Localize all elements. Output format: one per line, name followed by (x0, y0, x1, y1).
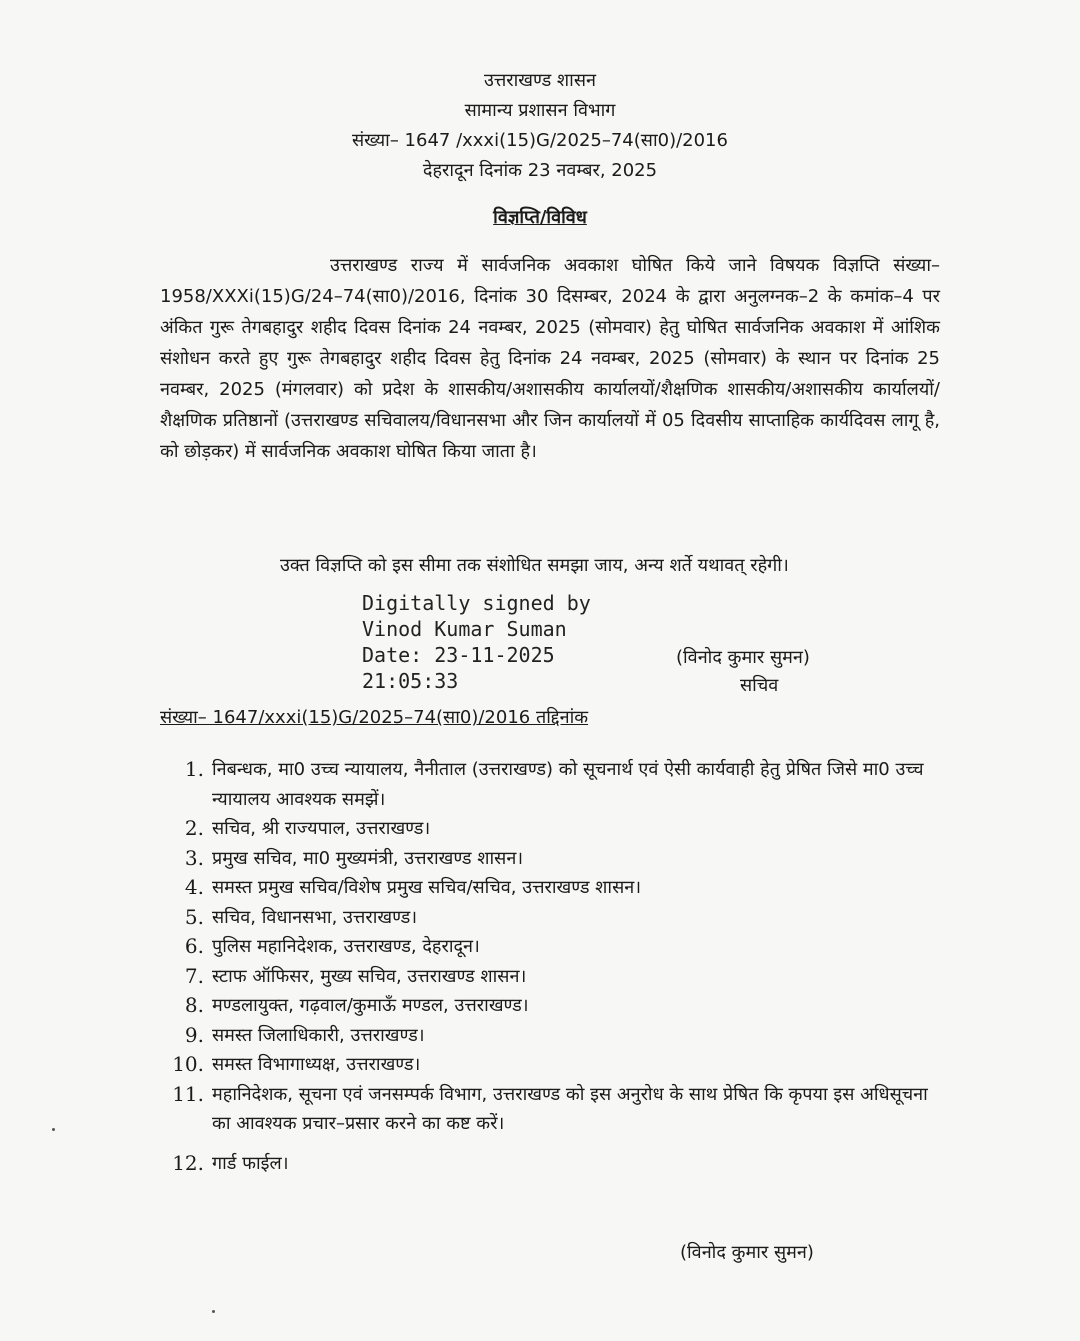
list-item-text: प्रमुख सचिव, मा0 मुख्यमंत्री, उत्तराखण्ड शासन। (212, 847, 524, 869)
scan-speck (212, 1310, 215, 1313)
digital-signature-line-2: Vinod Kumar Suman (362, 617, 567, 641)
digital-signature-line-4: 21:05:33 (362, 669, 459, 693)
list-item-text: स्टाफ ऑफिसर, मुख्य सचिव, उत्तराखण्ड शासन। (212, 965, 527, 987)
scan-speck (52, 1128, 55, 1131)
list-item (160, 903, 940, 933)
body-paragraph-2: उक्त विज्ञप्ति को इस सीमा तक संशोधित समझा जाय, अन्य शर्ते यथावत् रहेगी। (280, 555, 789, 576)
list-item (160, 755, 940, 814)
list-item-number: 5. (184, 904, 204, 929)
signatory-name: (विनोद कुमार सुमन) (676, 647, 810, 668)
list-item (160, 1080, 940, 1139)
list-item-text: गार्ड फाईल। (212, 1152, 289, 1174)
list-item-number: 4. (184, 875, 204, 899)
list-item-number: 1. (184, 757, 204, 781)
list-item (160, 814, 940, 844)
list-item-text: सचिव, विधानसभा, उत्तराखण्ड। (212, 906, 418, 928)
list-item-number: 12. (172, 1150, 204, 1175)
list-item-text: समस्त प्रमुख सचिव/विशेष प्रमुख सचिव/सचिव, उत्तराखण्ड शासन। (212, 877, 642, 898)
list-item-number: 3. (184, 845, 204, 870)
list-item (160, 1050, 940, 1080)
list-item-number: 8. (184, 993, 204, 1017)
list-item (160, 932, 940, 962)
reference-number: संख्या– 1647 /xxxi(15)G/2025–74(सा0)/2016 (352, 130, 728, 151)
list-item (160, 873, 940, 903)
list-item-text: पुलिस महानिदेशक, उत्तराखण्ड, देहरादून। (212, 936, 480, 957)
list-item-number: 2. (184, 816, 204, 840)
closing-signatory-name: (विनोद कुमार सुमन) (680, 1242, 814, 1263)
list-item (160, 962, 940, 992)
list-item-text: सचिव, श्री राज्यपाल, उत्तराखण्ड। (212, 818, 431, 839)
list-item (160, 991, 940, 1021)
list-item-text: समस्त विभागाध्यक्ष, उत्तराखण्ड। (212, 1054, 421, 1075)
government-name: उत्तराखण्ड शासन (483, 70, 596, 91)
digital-signature-block (362, 590, 591, 694)
list-item (160, 1021, 940, 1051)
document-title-wrap (0, 205, 1080, 229)
list-item-number: 7. (184, 963, 204, 988)
list-item-number: 6. (184, 934, 204, 958)
copy-reference-number: संख्या– 1647/xxxi(15)G/2025–74(सा0)/2016 तद्दिनांक (160, 707, 589, 728)
document-title: विज्ञप्ति/विविध (493, 207, 587, 228)
list-item-text: मण्डलायुक्त, गढ़वाल/कुमाऊँ मण्डल, उत्तराखण्ड। (212, 995, 529, 1016)
list-item (160, 1149, 940, 1179)
department-name: सामान्य प्रशासन विभाग (464, 100, 616, 121)
list-item-number: 11. (172, 1081, 204, 1106)
list-item (160, 844, 940, 874)
list-item-number: 10. (172, 1052, 204, 1076)
body-paragraph-1: उत्तराखण्ड राज्य में सार्वजनिक अवकाश घोषित किये जाने विषयक विज्ञप्ति संख्या–1958/XXXi(15)G/24–74(सा0)/2016, दिनांक 30 दिसम्बर, 2024 के द्वारा अनुलग्नक–2 के कमांक–4 पर अंकित गुरू तेगबहादुर शहीद दिवस दिनांक 24 नवम्बर, 2025 (सोमवार) हेतु घोषित सार्वजनिक अवकाश में आंशिक संशोधन करते हुए गुरू तेगबहादुर शहीद दिवस हेतु दिनांक 24 नवम्बर, 2025 (सोमवार) के स्थान पर दिनांक 25 नवम्बर, 2025 (मंगलवार) को प्रदेश के शासकीय/अशासकीय कार्यालयों/शैक्षणिक शासकीय/अशासकीय कार्यालयों/शैक्षणिक प्रतिष्ठानों (उत्तराखण्ड सचिवालय/विधानसभा और जिन कार्यालयों में 05 दिवसीय साप्ताहिक कार्यदिवस लागू है, को छोड़कर) में सार्वजनिक अवकाश घोषित किया जाता है। (160, 255, 940, 462)
list-item-text: महानिदेशक, सूचना एवं जनसम्पर्क विभाग, उत्तराखण्ड को इस अनुरोध के साथ प्रेषित कि कृपया इस अधिसूचना का आवश्यक प्रचार–प्रसार करने का कष्ट करें। (212, 1083, 928, 1134)
distribution-list (160, 755, 940, 1178)
place-and-date: देहरादून दिनांक 23 नवम्बर, 2025 (422, 160, 658, 181)
list-item-number: 9. (184, 1022, 204, 1047)
digital-signature-line-1: Digitally signed by (362, 591, 591, 615)
list-item-text: निबन्धक, मा0 उच्च न्यायालय, नैनीताल (उत्तराखण्ड) को सूचनार्थ एवं ऐसी कार्यवाही हेतु प्रेषित जिसे मा0 उच्च न्यायालय आवश्यक समझें। (212, 759, 924, 810)
list-item-text: समस्त जिलाधिकारी, उत्तराखण्ड। (212, 1024, 425, 1046)
digital-signature-line-3: Date: 23-11-2025 (362, 643, 555, 667)
signatory-designation: सचिव (740, 675, 779, 696)
